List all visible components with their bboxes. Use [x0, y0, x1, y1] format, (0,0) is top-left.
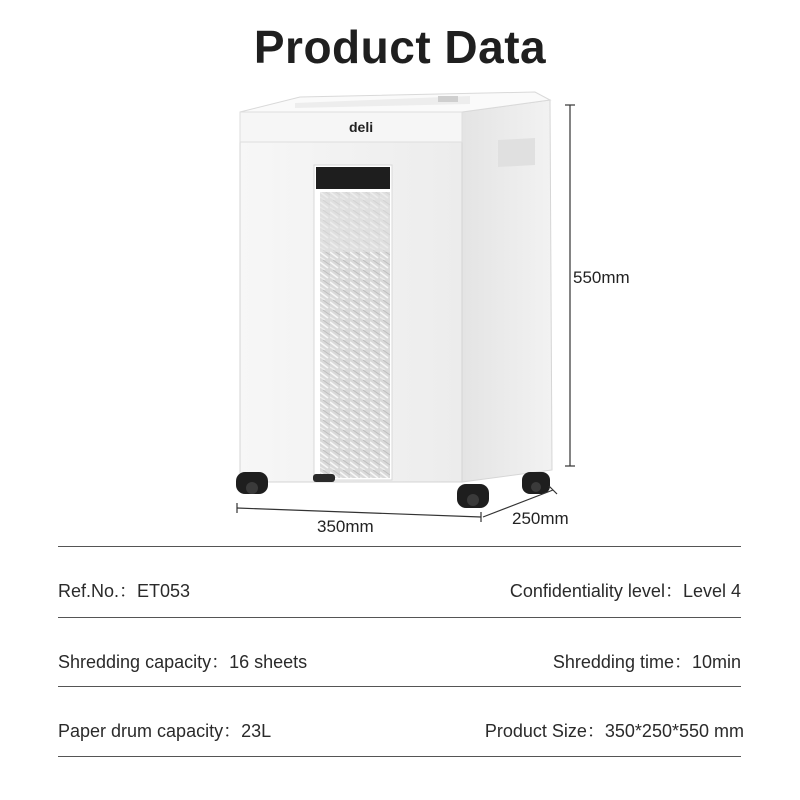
spec-shredding-time: Shredding time：10min: [552, 652, 741, 672]
spec-shredding-capacity: Shredding capacity：16 sheets: [58, 652, 308, 672]
brand-logo: deli: [349, 119, 374, 135]
spec-value: 350*250*550 mm: [604, 721, 744, 741]
divider: [58, 546, 741, 547]
spec-label: Product Size: [484, 721, 587, 741]
spec-label: Shredding time: [552, 652, 674, 672]
spec-label: Shredding capacity: [58, 652, 212, 672]
spec-value: 23L: [241, 721, 272, 741]
spec-label: Confidentiality level: [509, 581, 665, 601]
spec-label: Paper drum capacity: [58, 721, 224, 741]
spec-confidentiality-level: Confidentiality level：Level 4: [509, 581, 741, 601]
page-title: Product Data: [253, 21, 547, 73]
spec-value: ET053: [137, 581, 191, 601]
depth-dimension-label: 250mm: [512, 509, 569, 528]
divider: [58, 756, 741, 757]
spec-paper-drum-capacity: Paper drum capacity：23L: [58, 721, 272, 741]
width-dimension-label: 350mm: [317, 517, 374, 536]
spec-value: Level 4: [682, 581, 741, 601]
spec-ref-no: Ref.No.：ET053: [58, 581, 191, 601]
spec-value: 10min: [691, 652, 741, 672]
shredder-side-panel: [462, 100, 552, 482]
spec-label: Ref.No.: [58, 581, 120, 601]
shredder-window: [314, 165, 392, 480]
divider: [58, 686, 741, 687]
spec-value: 16 sheets: [229, 652, 308, 672]
divider: [58, 617, 741, 618]
spec-product-size: Product Size：350*250*550 mm: [484, 721, 744, 741]
height-dimension-label: 550mm: [573, 268, 630, 287]
